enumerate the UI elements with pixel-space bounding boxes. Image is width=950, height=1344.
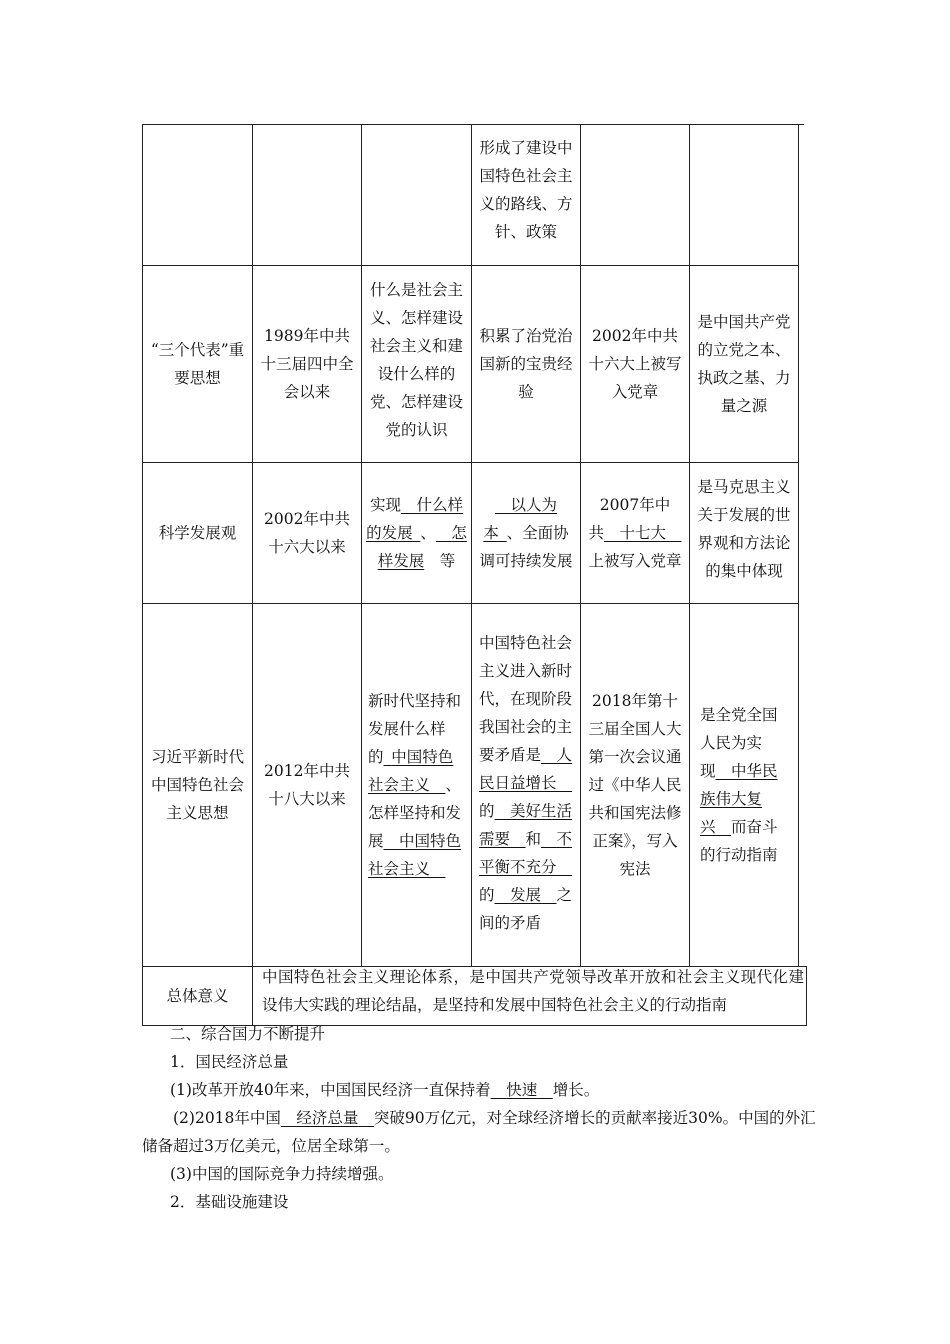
answer-blank xyxy=(495,886,557,904)
answer-text: 以人为本 xyxy=(483,496,557,542)
item-heading xyxy=(170,1048,846,1076)
text: 突破90万亿元，对全球经济增长的贡献率接近30%。中国的外汇储备超过3万亿美元，位居全球第一。 xyxy=(142,1109,816,1155)
item-heading xyxy=(170,1188,846,1216)
text: 的 xyxy=(479,802,495,820)
text: 实现 xyxy=(369,496,401,514)
cell-achievement-row0 xyxy=(472,120,580,260)
text: 、 xyxy=(420,524,436,542)
paragraph xyxy=(170,1160,846,1188)
cell-status-row2 xyxy=(581,463,689,603)
answer-text: 怎样发展 xyxy=(377,524,467,570)
paragraph xyxy=(142,1104,818,1160)
cell-text xyxy=(366,491,467,575)
answer-blank xyxy=(281,1109,374,1127)
cell-text xyxy=(700,701,792,869)
answer-blank xyxy=(604,524,682,542)
text: (3)中国的国际竞争力持续增强。 xyxy=(170,1165,394,1183)
text: (1)改革开放40年来，中国国民经济一直保持着 xyxy=(170,1081,491,1099)
answer-text: 经济总量 xyxy=(296,1109,359,1127)
text: 、怎样坚持和发展 xyxy=(368,776,462,850)
cell-text: 2012年中共十八大以来 xyxy=(264,762,350,808)
text: 中国特色社会主义进入新时代，在现阶段我国社会的主要矛盾是 xyxy=(479,634,573,764)
answer-text: 什么样的发展 xyxy=(366,496,464,542)
answer-text: 快速 xyxy=(506,1081,538,1099)
cell-significance-row3 xyxy=(700,604,792,966)
cell-text: 总体意义 xyxy=(166,987,229,1005)
cell-name-row4 xyxy=(143,967,252,1025)
text: (2)2018年中国 xyxy=(173,1109,281,1127)
cell-achievement-row1 xyxy=(472,266,580,462)
cell-text xyxy=(476,491,576,575)
answer-text: 中国特色社会主义 xyxy=(368,832,462,878)
text: 、全面协调可持续发展 xyxy=(479,524,573,570)
cell-text: 习近平新时代中国特色社会主义思想 xyxy=(150,748,244,822)
cell-name-row2 xyxy=(143,463,252,603)
text: 二、综合国力不断提升 xyxy=(170,1025,326,1043)
answer-blank xyxy=(491,1081,553,1099)
text: 2007年中共 xyxy=(588,496,671,542)
text: 而奋斗的行动指南 xyxy=(700,818,778,864)
cell-text: 是马克思主义关于发展的世界观和方法论的集中体现 xyxy=(697,478,791,580)
cell-status-row3 xyxy=(581,604,689,966)
section-heading xyxy=(170,1020,846,1048)
text: 增长。 xyxy=(552,1081,600,1099)
cell-text: 中国特色社会主义理论体系，是中国共产党领导改革开放和社会主义现代化建设伟大实践的理论结晶，是坚持和发展中国特色社会主义的行动指南 xyxy=(262,968,804,1014)
cell-achievement-row3 xyxy=(479,600,573,966)
text: 是全党全国人民为实现 xyxy=(700,706,778,780)
cell-text: 什么是社会主义、怎样建设社会主义和建设什么样的党、怎样建设党的认识 xyxy=(369,281,463,439)
cell-question-row3 xyxy=(368,604,466,966)
cell-status-row1 xyxy=(581,266,689,462)
text: 和 xyxy=(525,830,542,848)
cell-significance-row1 xyxy=(690,266,798,462)
text: 1．国民经济总量 xyxy=(170,1053,289,1071)
answer-text: 中国特色社会主义 xyxy=(368,748,454,794)
cell-question-row1 xyxy=(362,262,471,458)
cell-overall-significance xyxy=(262,963,804,1019)
cell-text xyxy=(368,687,466,883)
text: 等 xyxy=(439,552,456,570)
cell-time-row1 xyxy=(253,266,361,462)
answer-text: 中华民族伟大复兴 xyxy=(700,762,778,836)
answer-text: 发展 xyxy=(510,886,542,904)
cell-text xyxy=(585,491,685,575)
cell-text: 积累了治党治国新的宝贵经验 xyxy=(479,327,573,401)
col-divider xyxy=(806,966,807,1026)
cell-text: 2002年中共十六大以来 xyxy=(264,510,350,556)
cell-achievement-row2 xyxy=(472,463,580,603)
cell-text: 2018年第十三届全国人大第一次会议通过《中华人民共和国宪法修正案》，写入宪法 xyxy=(588,692,682,878)
cell-text: “三个代表”重要思想 xyxy=(150,341,245,387)
cell-text: 1989年中共十三届四中全会以来 xyxy=(260,327,354,401)
cell-text xyxy=(479,629,573,937)
cell-time-row2 xyxy=(253,463,361,603)
text: 的 xyxy=(479,886,495,904)
answer-text: 美好生活需要 xyxy=(479,802,573,848)
cell-time-row3 xyxy=(253,604,361,966)
cell-significance-row2 xyxy=(690,459,798,599)
cell-name-row1 xyxy=(143,266,252,462)
text: 新时代坚持和发展什么样的 xyxy=(368,692,462,766)
text: 之间的矛盾 xyxy=(479,886,573,932)
cell-text: 科学发展观 xyxy=(158,524,237,542)
answer-text: 不平衡不充分 xyxy=(479,830,573,876)
cell-text: 2002年中共十六大上被写入党章 xyxy=(588,327,682,401)
answer-text: 十七大 xyxy=(619,524,667,542)
cell-name-row3 xyxy=(143,604,252,966)
cell-question-row2 xyxy=(362,463,471,603)
answer-text: 人民日益增长 xyxy=(479,746,573,792)
paragraph xyxy=(170,1076,846,1104)
col-divider xyxy=(798,124,799,967)
text: 2．基础设施建设 xyxy=(170,1193,289,1211)
text: 上被写入党章 xyxy=(588,552,682,570)
cell-text: 形成了建设中国特色社会主义的路线、方针、政策 xyxy=(479,139,573,241)
cell-text: 是中国共产党的立党之本、执政之基、力量之源 xyxy=(697,313,791,415)
